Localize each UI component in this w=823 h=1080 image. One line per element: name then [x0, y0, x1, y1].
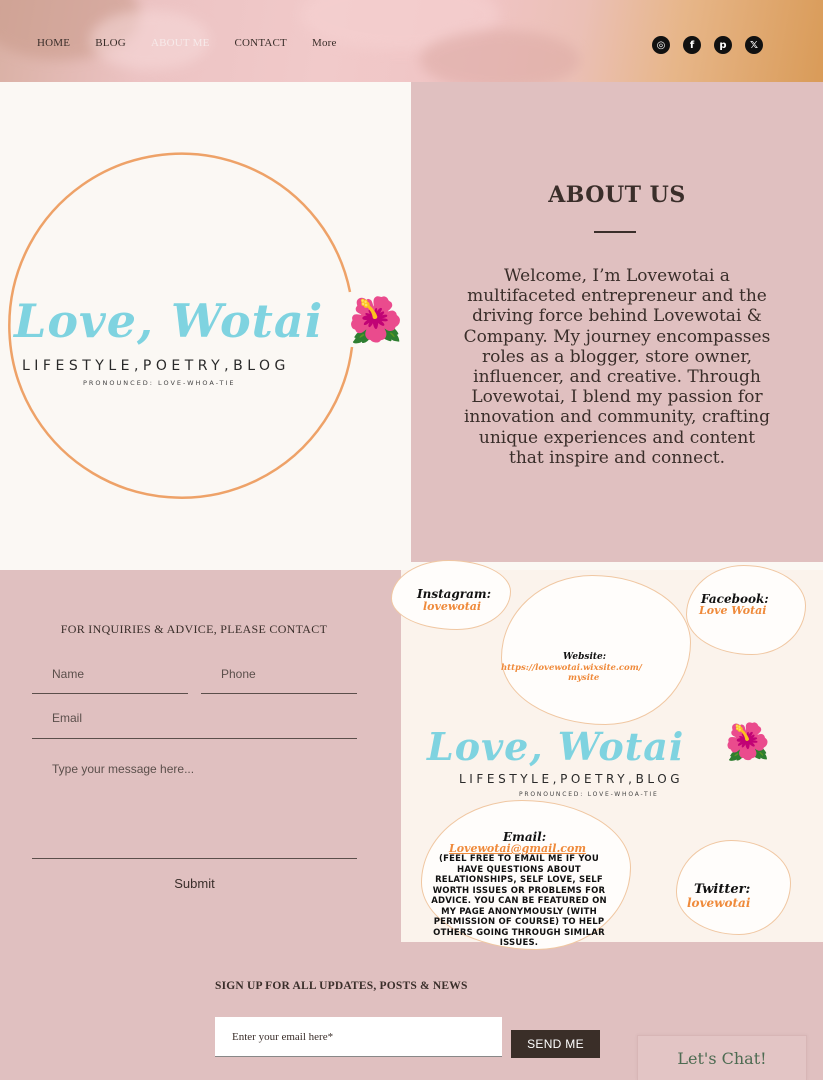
logo-name: Love, Wotai [14, 294, 324, 348]
nav-home[interactable]: HOME [37, 37, 71, 49]
nav-more[interactable]: More [311, 37, 337, 49]
promo-facebook-handle: Love Wotai [699, 604, 767, 617]
promo-logo-tagline: LIFESTYLE,POETRY,BLOG [459, 772, 684, 786]
nav-blog[interactable]: BLOG [95, 37, 126, 49]
promo-email-note: (FEEL FREE TO EMAIL ME IF YOU HAVE QUESTIONS ABOUT RELATIONSHIPS, SELF LOVE, SELF WORTH ISSUES OR PROBLEMS FOR ADVICE. YOU CAN BE FEATURED ON MY PAGE ANONYMOUSLY (WITH PERMISSION OF COURSE) TO HELP OTHERS GOING THROUGH SIMILAR ISSUES. [431, 854, 607, 948]
about-text: Welcome, I’m Lovewotai a multifaceted entrepreneur and the driving force behind Lovewotai & Company. My journey encompasses roles as a blogger, store owner, influencer, and creative. Through Lovewotai, I blend my passion for innovation and community, crafting unique experiences and content that inspire and connect. [463, 266, 771, 468]
email-field[interactable]: Email [32, 711, 357, 739]
chat-label: Let's Chat! [677, 1048, 767, 1068]
promo-email-address: Lovewotai@gmail.com [449, 842, 586, 855]
promo-website-url-cont: mysite [568, 673, 600, 683]
promo-email-label: Email: [503, 830, 547, 844]
phone-field[interactable]: Phone [201, 667, 357, 694]
header-fabric-shade [420, 30, 580, 90]
promo-logo-name: Love, Wotai [427, 724, 685, 769]
x-icon[interactable]: 𝕏 [745, 36, 763, 54]
logo-pronounced: PRONOUNCED: LOVE-WHOA-TIE [83, 379, 236, 387]
instagram-icon[interactable]: ◎ [652, 36, 670, 54]
send-me-button[interactable]: SEND ME [511, 1030, 600, 1058]
hibiscus-icon: 🌺 [725, 722, 770, 763]
name-field[interactable]: Name [32, 667, 188, 694]
promo-facebook-label: Facebook: [701, 592, 769, 606]
main-nav [37, 37, 362, 49]
promo-website-url: https://lovewotai.wixsite.com/ [501, 663, 642, 673]
social-bar [652, 36, 763, 54]
message-field[interactable]: Type your message here... [32, 762, 357, 859]
nav-about-me[interactable]: ABOUT ME [150, 37, 210, 49]
promo-website-label: Website: [563, 652, 607, 662]
signup-heading: SIGN UP FOR ALL UPDATES, POSTS & NEWS [215, 980, 468, 992]
facebook-icon[interactable]: f [683, 36, 701, 54]
contact-promo-graphic [401, 570, 823, 948]
promo-twitter-handle: lovewotai [687, 896, 751, 910]
submit-button[interactable]: Submit [174, 876, 215, 891]
promo-logo-pronounced: PRONOUNCED: LOVE-WHOA-TIE [519, 791, 659, 798]
logo-tagline: LIFESTYLE,POETRY,BLOG [22, 358, 290, 374]
promo-instagram-handle: lovewotai [423, 600, 482, 613]
site-header [0, 0, 823, 82]
nav-contact[interactable]: CONTACT [234, 37, 287, 49]
promo-twitter-label: Twitter: [694, 882, 751, 897]
promo-blob [501, 575, 691, 725]
about-title: ABOUT US [548, 182, 686, 208]
chat-widget[interactable] [637, 1035, 807, 1080]
about-panel [411, 82, 823, 562]
about-divider [594, 231, 636, 233]
newsletter-email-input[interactable]: Enter your email here* [215, 1017, 502, 1057]
hibiscus-icon: 🌺 [348, 295, 403, 346]
contact-heading: FOR INQUIRIES & ADVICE, PLEASE CONTACT [60, 622, 328, 636]
promo-instagram-label: Instagram: [417, 587, 492, 601]
hero-logo-panel [0, 82, 411, 562]
pinterest-icon[interactable]: p [714, 36, 732, 54]
